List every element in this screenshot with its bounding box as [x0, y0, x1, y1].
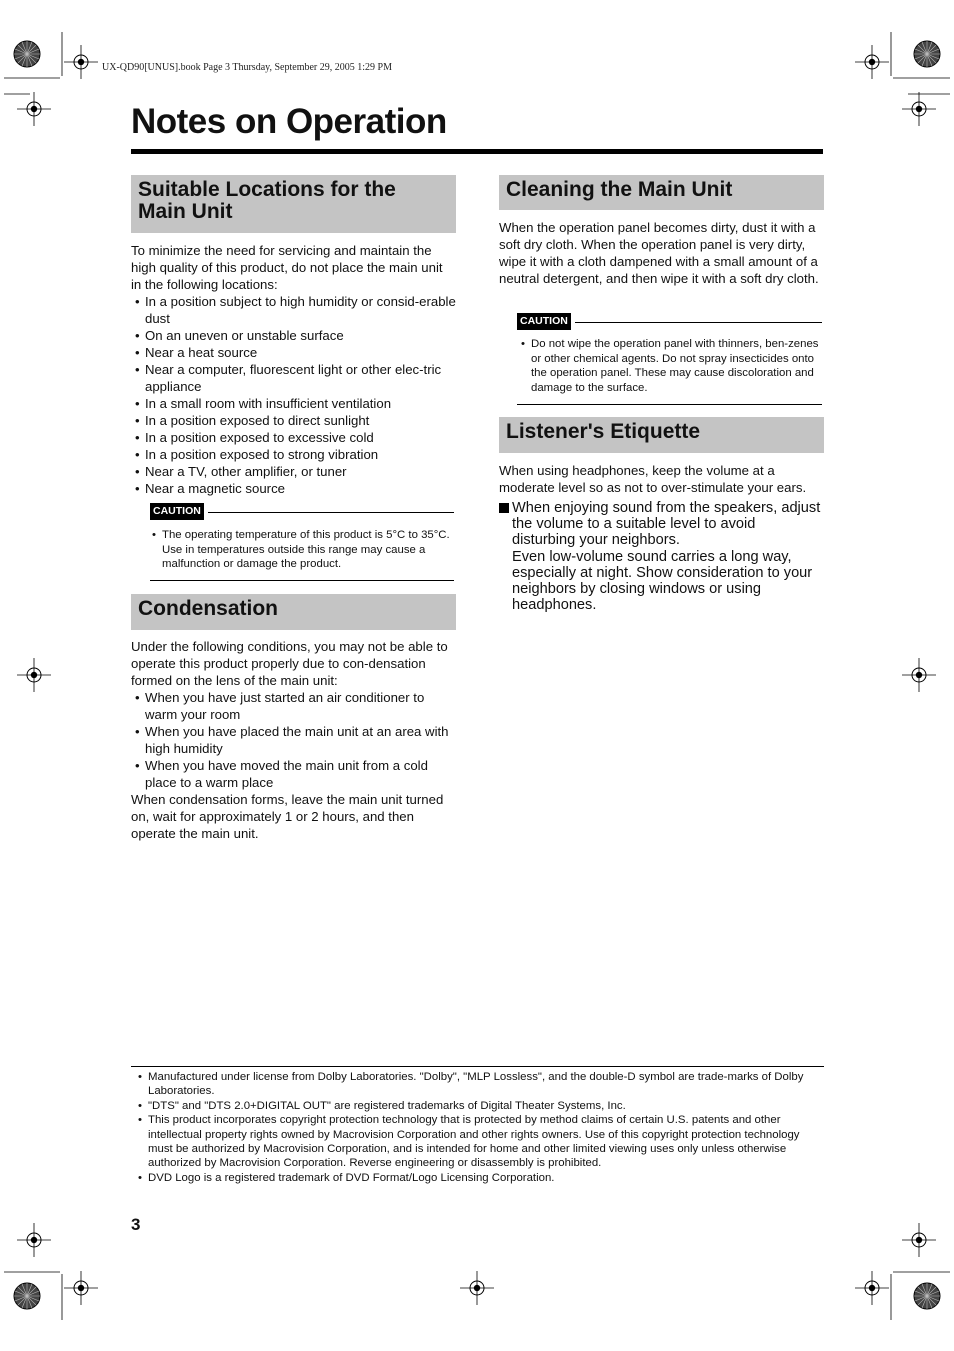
caution-label: CAUTION [517, 313, 571, 330]
cleaning-body: When the operation panel becomes dirty, dust it with a soft dry cloth. When the operation panel is very dirty, wipe it with a cloth dampened with a small amount of a neutral detergent, and then wipe it with a soft dry cloth. [499, 220, 819, 286]
title-rule [131, 149, 823, 154]
caution-list [517, 337, 822, 396]
caution-list [150, 528, 454, 572]
list-item: • In a position exposed to strong vibration [131, 446, 456, 463]
suitable-locations-list [131, 293, 456, 497]
page-number: 3 [131, 1215, 141, 1234]
footnote-item: • "DTS" and "DTS 2.0+DIGITAL OUT" are registered trademarks of Digital Theater Systems, Inc. [131, 1099, 821, 1113]
condensation-list [131, 689, 456, 791]
caution-item: • The operating temperature of this product is 5°C to 35°C. Use in temperatures outside this range may cause a malfunction or damage the product. [150, 528, 454, 572]
list-item: • Near a TV, other amplifier, or tuner [131, 463, 456, 480]
list-item: • In a position subject to high humidity or consid-erable dust [131, 293, 456, 327]
page-title: Notes on Operation [131, 102, 447, 141]
suitable-locations-section [131, 242, 456, 497]
section-heading-listeners-etiquette: Listener's Etiquette [499, 417, 824, 453]
caution-box-temperature [150, 503, 454, 581]
footnote-rule [131, 1066, 824, 1067]
list-item: • Near a heat source [131, 344, 456, 361]
condensation-intro: Under the following conditions, you may not be able to operate this product properly due to con-densation formed on the lens of the main unit: [131, 639, 448, 688]
footnotes [131, 1070, 821, 1185]
list-item: • When you have just started an air conditioner to warm your room [131, 689, 456, 723]
list-item: • In a position exposed to direct sunlight [131, 412, 456, 429]
list-item: • Near a computer, fluorescent light or other elec-tric appliance [131, 361, 456, 395]
footnote-item: • This product incorporates copyright protection technology that is protected by method claims of certain U.S. patents and other intellectual property rights owned by Macrovision Corporation and other rights owners. Use of this copyright protection technology must be authorized by Macrovision Corporation, and is intended for home and other limited viewing uses only unless otherwise authorized by Macrovision Corporation. Reverse engineering or disassembly is prohibited. [131, 1113, 821, 1171]
list-item: • On an uneven or unstable surface [131, 327, 456, 344]
caution-label: CAUTION [150, 503, 204, 520]
footnote-item: • Manufactured under license from Dolby Laboratories. "Dolby", "MLP Lossless", and the double-D symbol are trade-marks of Dolby Laboratories. [131, 1070, 821, 1099]
section-heading-condensation: Condensation [131, 594, 456, 630]
section-heading-cleaning: Cleaning the Main Unit [499, 175, 824, 210]
caution-box-cleaning [517, 313, 822, 405]
list-item: • When you have placed the main unit at an area with high humidity [131, 723, 456, 757]
list-item: • In a small room with insufficient ventilation [131, 395, 456, 412]
condensation-outro: When condensation forms, leave the main unit turned on, wait for approximately 1 or 2 hours, and then operate the main unit. [131, 792, 444, 841]
footnote-item: • DVD Logo is a registered trademark of DVD Format/Logo Licensing Corporation. [131, 1171, 821, 1185]
etiquette-body: When using headphones, keep the volume at a moderate level so as not to over-stimulate your ears. [499, 463, 807, 495]
list-item: • When you have moved the main unit from a cold place to a warm place [131, 757, 456, 791]
caution-item: • Do not wipe the operation panel with thinners, ben-zenes or other chemical agents. Do not spray insecticides onto the operation panel. These may cause discoloration and damage to the surface. [519, 337, 822, 396]
etiquette-section [499, 462, 821, 613]
section-heading-suitable-locations: Suitable Locations for the Main Unit [131, 175, 456, 233]
cleaning-section [499, 219, 821, 287]
etiquette-item-main: When enjoying sound from the speakers, adjust the volume to a suitable level to avoid disturbing your neighbors. [512, 500, 821, 549]
list-item: • In a position exposed to excessive cold [131, 429, 456, 446]
footnote-list [131, 1070, 821, 1185]
etiquette-item-extra: Even low-volume sound carries a long way, especially at night. Show consideration to your neighbors by closing windows or using headphones. [512, 548, 813, 614]
square-bullet-icon [499, 503, 509, 513]
etiquette-item [499, 500, 821, 613]
book-header-stamp: UX-QD90[UNUS].book Page 3 Thursday, September 29, 2005 1:29 PM [102, 62, 392, 73]
condensation-section [131, 638, 456, 842]
suitable-intro: To minimize the need for servicing and maintain the high quality of this product, do not place the main unit in the following locations: [131, 243, 443, 292]
list-item: • Near a magnetic source [131, 480, 456, 497]
